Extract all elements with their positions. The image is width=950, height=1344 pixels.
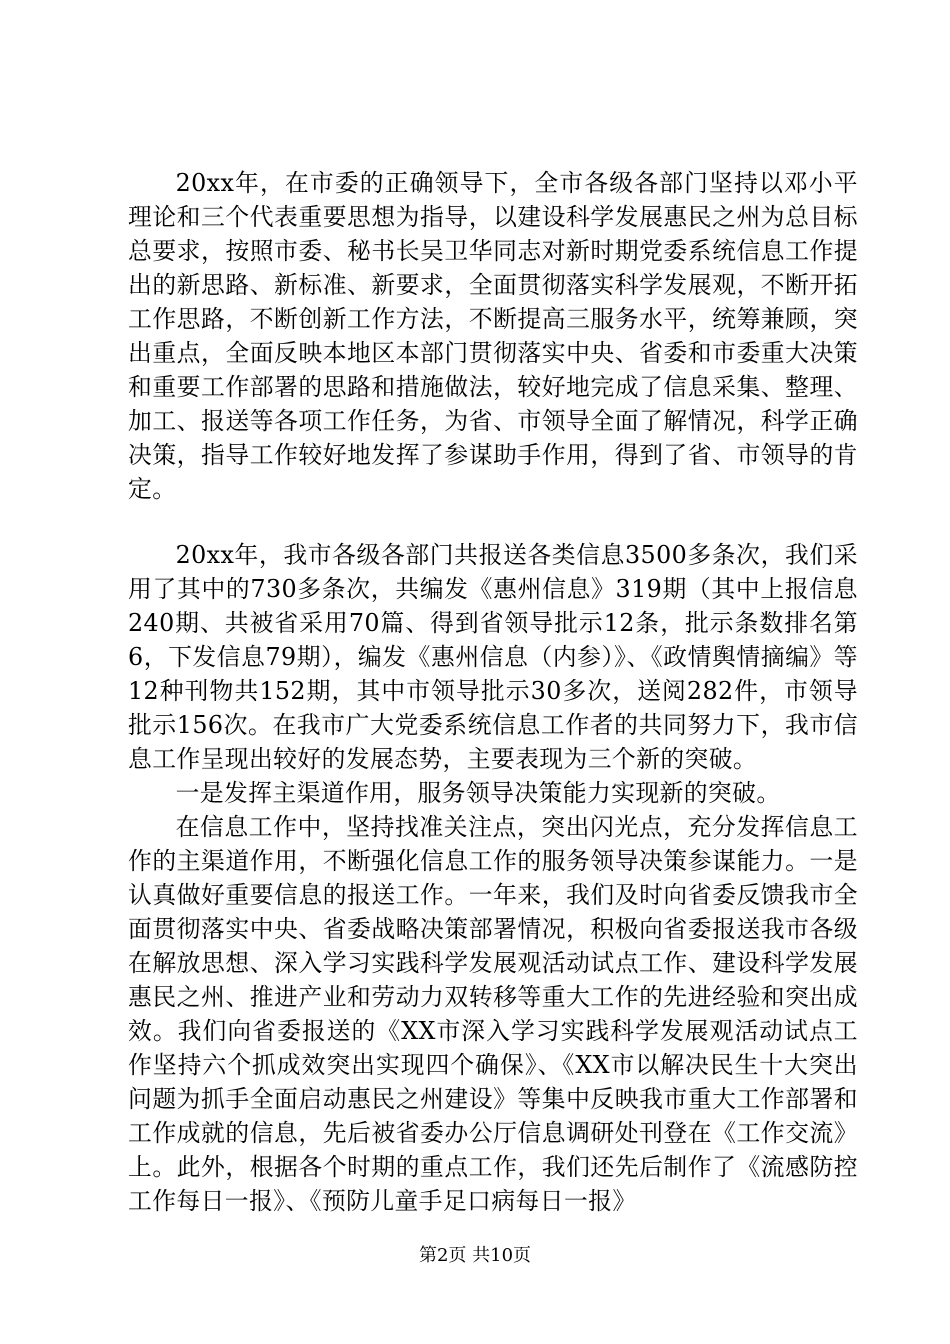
page-number-footer: 第2页 共10页	[418, 1245, 532, 1266]
paragraph-heading-point-one: 一是发挥主渠道作用，服务领导决策能力实现新的突破。	[175, 779, 781, 807]
paragraph-details: 在信息工作中，坚持找准关注点，突出闪光点，充分发挥信息工作的主渠道作用，不断强化信息工作的服务领导决策参谋能力。一是认真做好重要信息的报送工作。一年来，我们及时向省委反馈我市全面贯彻落实中央、省委战略决策部署情况，积极向省委报送我市各级在解放思想、深入学习实践科学发展观活动试点工作、建设科学发展惠民之州、推进产业和劳动力双转移等重大工作的先进经验和突出成效。我们向省委报送的《XX市深入学习实践科学发展观活动试点工作坚持六个抓成效突出实现四个确保》、《XX市以解决民生十大突出问题为抓手全面启动惠民之州建设》等集中反映我市重大工作部署和工作成就的信息，先后被省委办公厅信息调研处刊登在《工作交流》上。此外，根据各个时期的重点工作，我们还先后制作了《流感防控工作每日一报》、《预防儿童手足口病每日一报》	[128, 813, 858, 1215]
paragraph-summary: 20xx年，在市委的正确领导下，全市各级各部门坚持以邓小平理论和三个代表重要思想为指导，以建设科学发展惠民之州为总目标总要求，按照市委、秘书长吴卫华同志对新时期党委系统信息工作提出的新思路、新标准、新要求，全面贯彻落实科学发展观，不断开拓工作思路，不断创新工作方法，不断提高三服务水平，统筹兼顾，突出重点，全面反映本地区本部门贯彻落实中央、省委和市委重大决策和重要工作部署的思路和措施做法，较好地完成了信息采集、整理、加工、报送等各项工作任务，为省、市领导全面了解情况，科学正确决策，指导工作较好地发挥了参谋助手作用，得到了省、市领导的肯定。	[128, 169, 858, 503]
paragraph-statistics: 20xx年，我市各级各部门共报送各类信息3500多条次，我们采用了其中的730多条次，共编发《惠州信息》319期（其中上报信息240期、共被省采用70篇、得到省领导批示12条，批示条数排名第6，下发信息79期），编发《惠州信息（内参）》、《政情舆情摘编》等12种刊物共152期，其中市领导批示30多次，送阅282件，市领导批示156次。在我市广大党委系统信息工作者的共同努力下，我市信息工作呈现出较好的发展态势，主要表现为三个新的突破。	[128, 541, 858, 773]
document-body	[128, 166, 858, 1218]
